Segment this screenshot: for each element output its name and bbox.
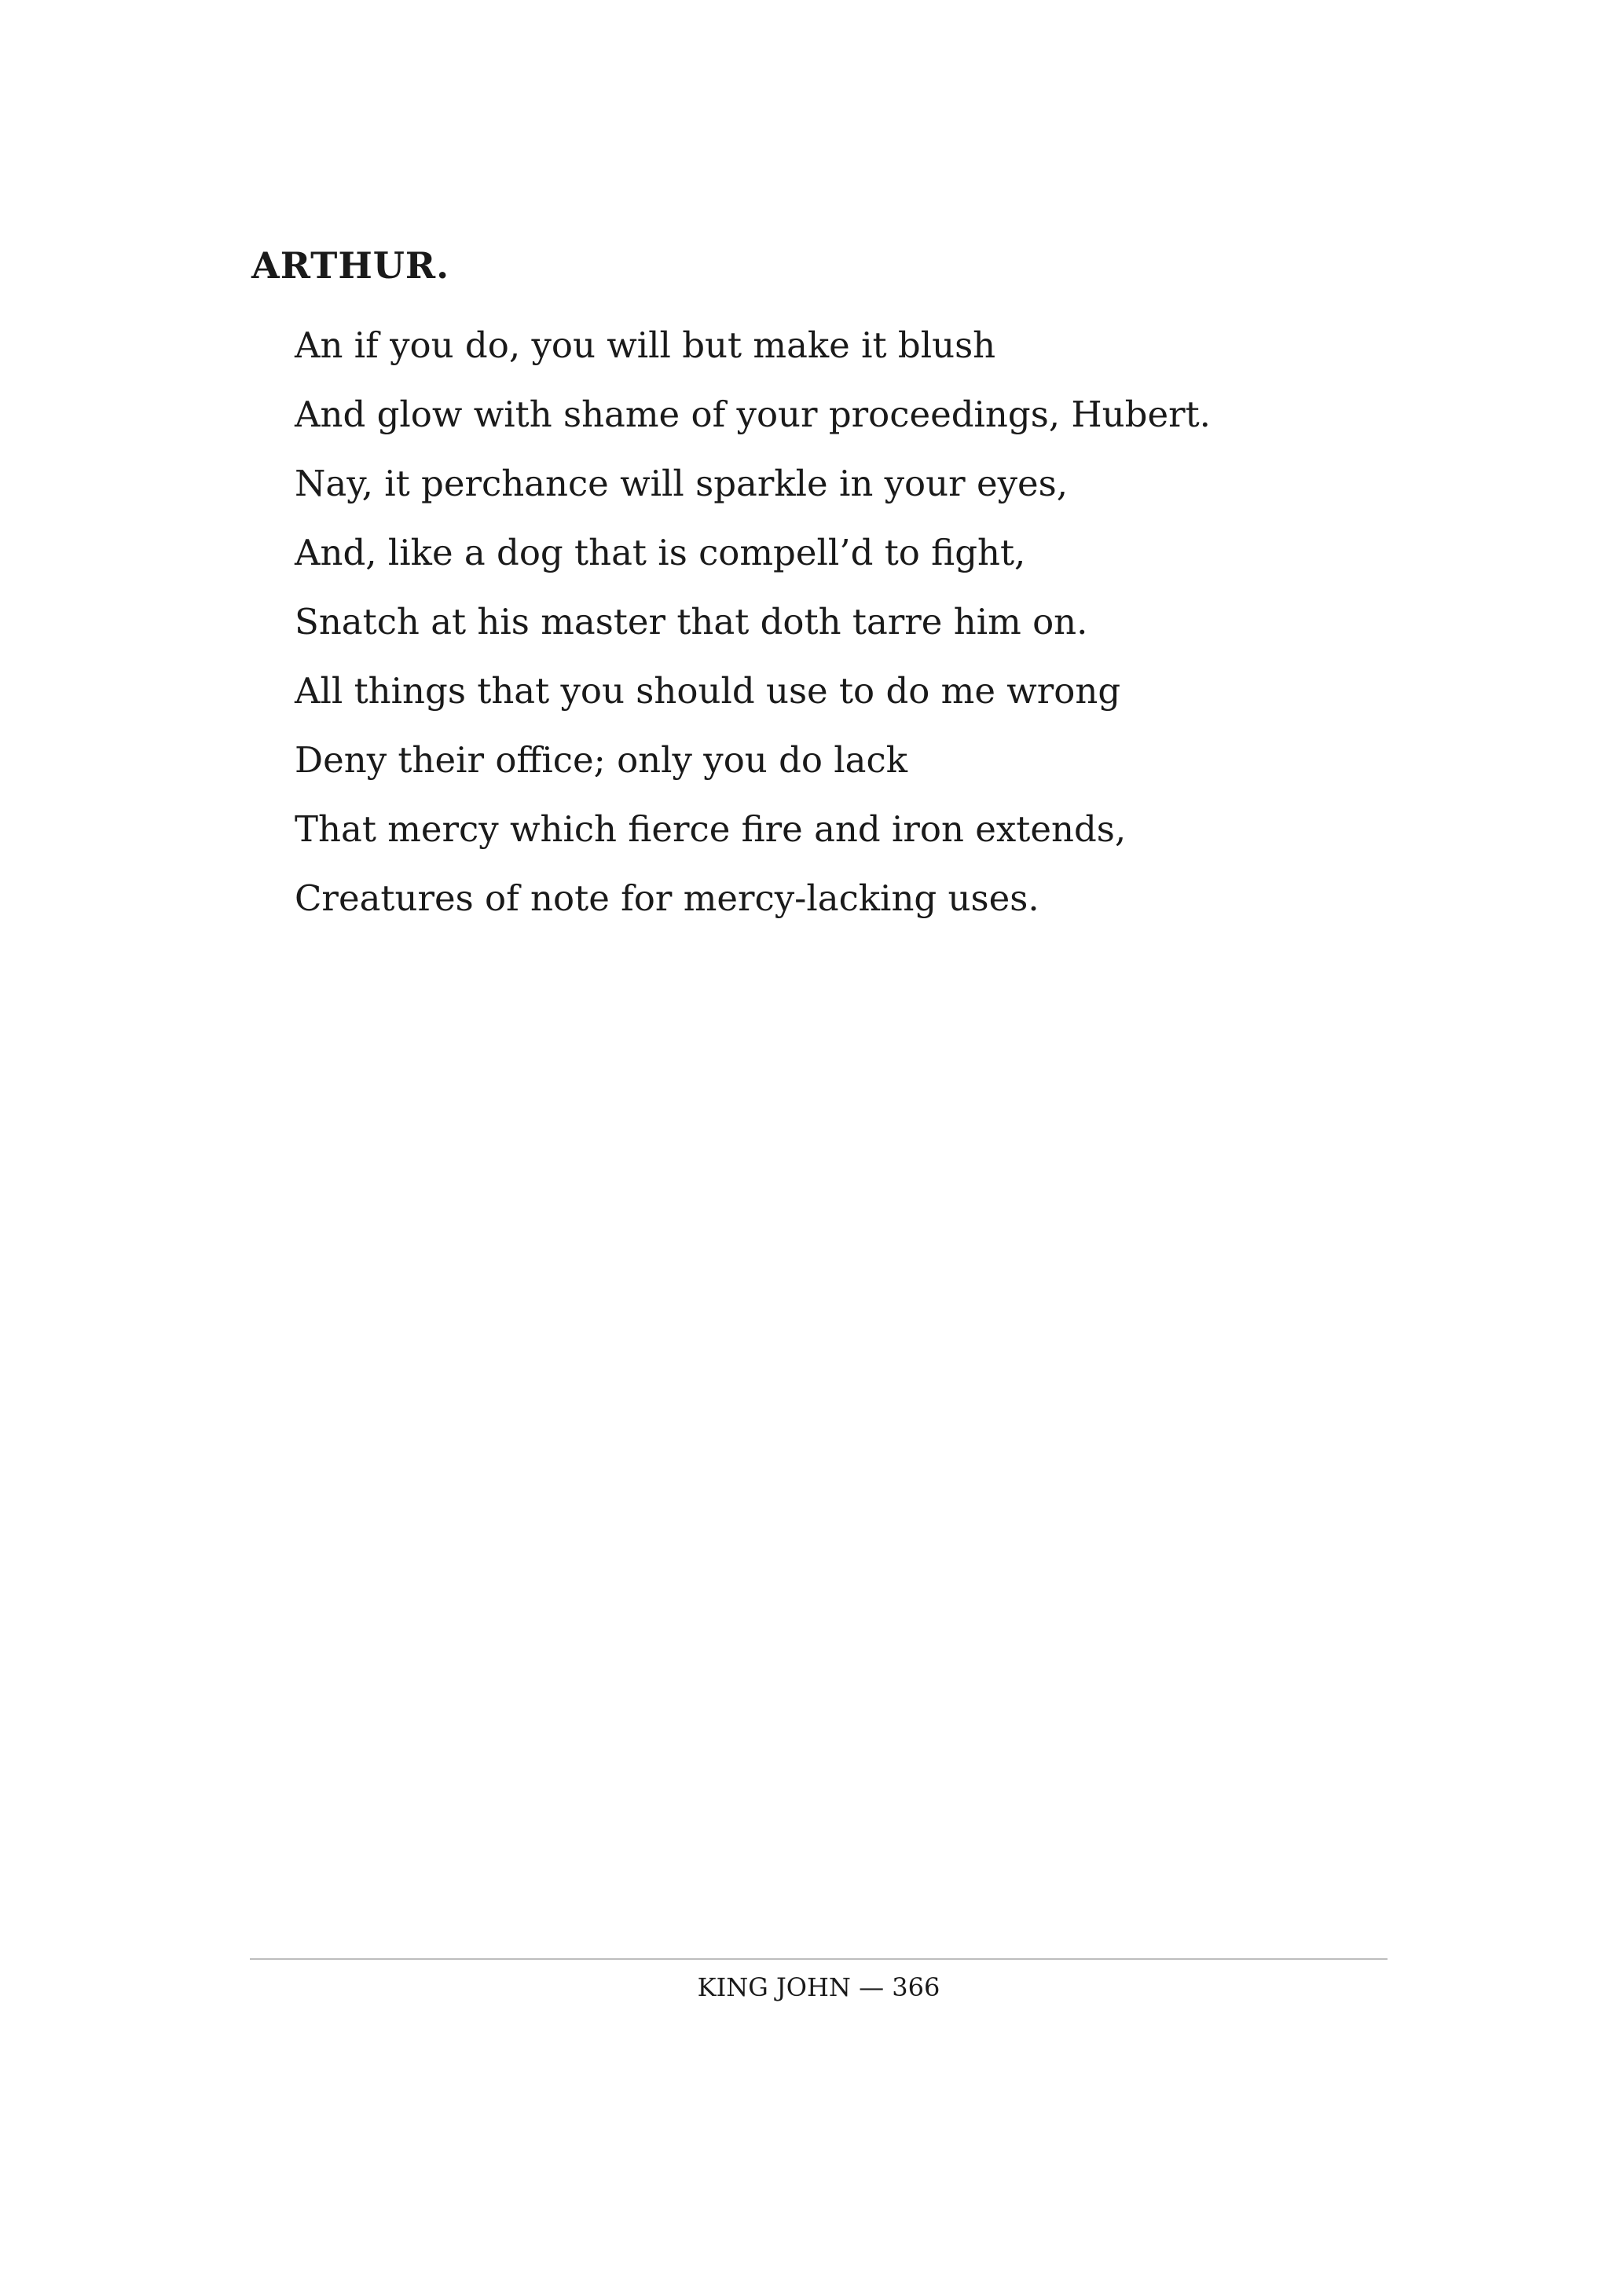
verse-line: And, like a dog that is compell’d to fight, bbox=[295, 532, 1026, 573]
verse-line: That mercy which fierce fire and iron extends, bbox=[295, 808, 1127, 850]
verse-line: Creatures of note for mercy-lacking uses. bbox=[295, 877, 1039, 919]
verse-line: And glow with shame of your proceedings, Hubert. bbox=[295, 394, 1211, 435]
footer-divider bbox=[250, 1958, 1388, 1960]
verse-line: An if you do, you will but make it blush bbox=[295, 324, 996, 366]
verse-line: All things that you should use to do me wrong bbox=[295, 670, 1121, 712]
verse-line: Snatch at his master that doth tarre him on. bbox=[295, 601, 1088, 643]
speaker-name: ARTHUR. bbox=[251, 244, 450, 287]
verse-line: Nay, it perchance will sparkle in your eyes, bbox=[295, 463, 1069, 504]
page-footer: KING JOHN — 366 bbox=[697, 1972, 940, 2002]
verse-line: Deny their office; only you do lack bbox=[295, 739, 907, 781]
verse-lines bbox=[295, 311, 1211, 933]
